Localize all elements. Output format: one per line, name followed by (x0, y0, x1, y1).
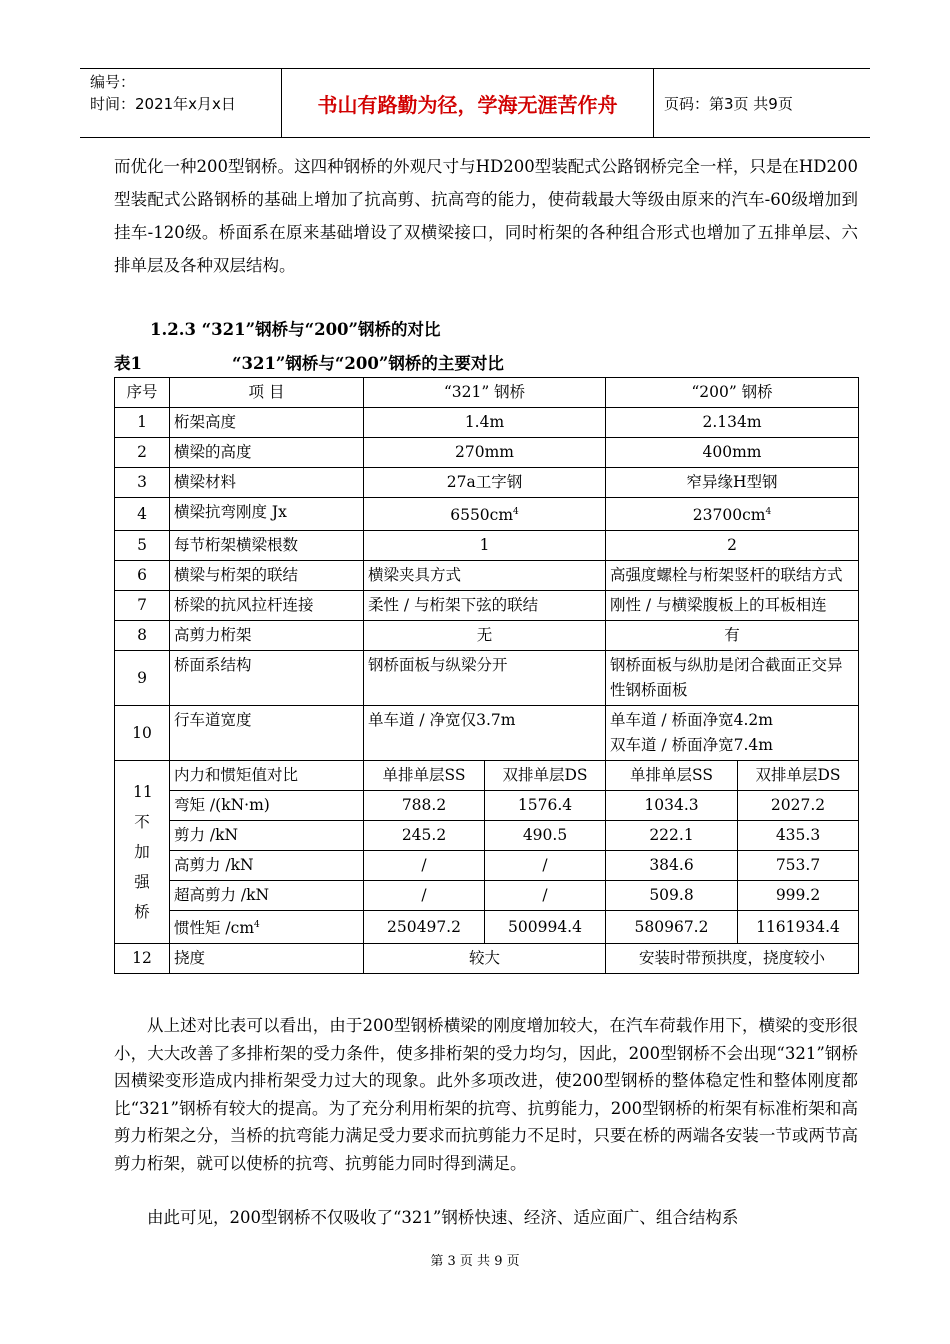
table-row (115, 438, 859, 468)
cell-value: / (485, 851, 606, 881)
row11-header-ss200: 单排单层SS (606, 761, 738, 791)
row-item: 弯矩 /(kN·m) (170, 791, 364, 821)
row11-header-ds321: 双排单层DS (485, 761, 606, 791)
value: 23700cm (692, 506, 766, 525)
row11-header-item: 内力和惯矩值对比 (170, 761, 364, 791)
superscript: 4 (765, 507, 772, 517)
row-item: 横梁材料 (170, 468, 364, 498)
cell-value: 1576.4 (485, 791, 606, 821)
row-item: 每节桁架横梁根数 (170, 531, 364, 561)
lane-double: 双车道 / 桥面净宽7.4m (610, 736, 773, 755)
superscript: 4 (513, 507, 519, 517)
value: 6550cm (450, 506, 514, 525)
table-row (115, 911, 859, 944)
table-row (115, 498, 859, 531)
row-item-text: 惯性矩 /cm (174, 919, 255, 938)
row-item: 行车道宽度 (170, 706, 364, 761)
cell-value: / (364, 851, 485, 881)
header-item: 项 目 (170, 378, 364, 408)
header-page: 页码：第3页 共9页 (664, 94, 793, 113)
cell-value: 245.2 (364, 821, 485, 851)
row-item: 超高剪力 /kN (170, 881, 364, 911)
cell-value: 384.6 (606, 851, 738, 881)
superscript: 4 (254, 920, 260, 931)
row-item: 横梁与桁架的联结 (170, 561, 364, 591)
row-200: 有 (606, 621, 859, 651)
row11-label (115, 761, 170, 944)
row-item (170, 911, 364, 944)
row11-header-ds200: 双排单层DS (738, 761, 859, 791)
header-meta (80, 69, 282, 137)
comparison-table (114, 377, 859, 974)
row-no: 12 (115, 944, 170, 974)
table-row (115, 821, 859, 851)
row-200 (606, 706, 859, 761)
row-321: 单车道 / 净宽仅3.7m (364, 706, 606, 761)
row11-char: 强 (134, 873, 150, 892)
page-header (80, 68, 870, 138)
cell-value: 788.2 (364, 791, 485, 821)
row11-no: 11 (133, 783, 153, 802)
row-item: 桥面系结构 (170, 651, 364, 706)
header-motto: 书山有路勤为径，学海无涯苦作舟 (282, 69, 654, 137)
row-321: 27a工字钢 (364, 468, 606, 498)
table-header-row (115, 378, 859, 408)
header-date: 时间：2021年x月x日 (90, 95, 236, 113)
row-200: 钢桥面板与纵肋是闭合截面正交异性钢桥面板 (606, 651, 859, 706)
row-321: 柔性 / 与桁架下弦的联结 (364, 591, 606, 621)
row-no: 7 (115, 591, 170, 621)
table-row (115, 531, 859, 561)
row-321: 270mm (364, 438, 606, 468)
row-no: 1 (115, 408, 170, 438)
cell-value: / (364, 881, 485, 911)
row-item: 高剪力 /kN (170, 851, 364, 881)
row-321: 横梁夹具方式 (364, 561, 606, 591)
table-caption-title: “321”钢桥与“200”钢桥的主要对比 (232, 354, 504, 373)
table-row (115, 651, 859, 706)
body-paragraph-2: 从上述对比表可以看出，由于200型钢桥横梁的刚度增加较大，在汽车荷载作用下，横梁的变形很小，大大改善了多排桁架的受力条件，使多排桁架的受力均匀，因此，200型钢桥不会出现“321”钢桥因横梁变形造成内排桁架受力过大的现象。此外多项改进，使200型钢桥的整体稳定性和整体刚度都比“321”钢桥有较大的提高。为了充分利用桁架的抗弯、抗剪能力，200型钢桥的桁架有标准桁架和高剪力桁架之分，当桥的抗弯能力满足受力要求而抗剪能力不足时，只要在桥的两端各安装一节或两节高剪力桁架，就可以使桥的抗弯、抗剪能力同时得到满足。 (114, 1016, 858, 1173)
row-no: 3 (115, 468, 170, 498)
lane-single: 单车道 / 桥面净宽4.2m (610, 711, 773, 730)
row-200: 400mm (606, 438, 859, 468)
row-item: 横梁抗弯刚度 Jx (170, 498, 364, 531)
row11-char: 不 (134, 813, 150, 832)
row-200: 2.134m (606, 408, 859, 438)
table-row (115, 706, 859, 761)
row-200: 窄异缘H型钢 (606, 468, 859, 498)
header-number: 编号： (90, 73, 136, 91)
row-321: 无 (364, 621, 606, 651)
row-321 (364, 498, 606, 531)
header-200: “200” 钢桥 (606, 378, 859, 408)
table-row (115, 851, 859, 881)
page-footer: 第 3 页 共 9 页 (430, 1254, 520, 1269)
row-321: 1.4m (364, 408, 606, 438)
row-no: 10 (115, 706, 170, 761)
table-row (115, 881, 859, 911)
table-row (115, 761, 859, 791)
row11-char: 加 (134, 843, 150, 862)
row-item: 剪力 /kN (170, 821, 364, 851)
row11-label-chars (133, 777, 151, 927)
cell-value: 435.3 (738, 821, 859, 851)
cell-value: / (485, 881, 606, 911)
row-200: 2 (606, 531, 859, 561)
row-item: 挠度 (170, 944, 364, 974)
row-321: 钢桥面板与纵梁分开 (364, 651, 606, 706)
cell-value: 580967.2 (606, 911, 738, 944)
intro-paragraph: 而优化一种200型钢桥。这四种钢桥的外观尺寸与HD200型装配式公路钢桥完全一样，只是在HD200型装配式公路钢桥的基础上增加了抗高剪、抗高弯的能力，使荷载最大等级由原来的汽车-60级增加到挂车-120级。桥面系在原来基础增设了双横梁接口，同时桁架的各种组合形式也增加了五排单层、六排单层及各种双层结构。 (114, 157, 858, 275)
cell-value: 509.8 (606, 881, 738, 911)
row-200 (606, 498, 859, 531)
table-caption (114, 350, 504, 374)
row-no: 9 (115, 651, 170, 706)
table-row (115, 408, 859, 438)
row-no: 4 (115, 498, 170, 531)
cell-value: 753.7 (738, 851, 859, 881)
body-paragraph-3: 由此可见，200型钢桥不仅吸收了“321”钢桥快速、经济、适应面广、组合结构系 (147, 1208, 739, 1227)
table-caption-label: 表1 (114, 354, 142, 373)
header-no: 序号 (115, 378, 170, 408)
table-row (115, 468, 859, 498)
row-item: 桁架高度 (170, 408, 364, 438)
row-item: 桥梁的抗风拉杆连接 (170, 591, 364, 621)
section-heading: 1.2.3 “321”钢桥与“200”钢桥的对比 (150, 320, 441, 339)
header-321: “321” 钢桥 (364, 378, 606, 408)
row-200: 高强度螺栓与桁架竖杆的联结方式 (606, 561, 859, 591)
row-321: 较大 (364, 944, 606, 974)
row-item: 横梁的高度 (170, 438, 364, 468)
table-row (115, 621, 859, 651)
cell-value: 999.2 (738, 881, 859, 911)
row-no: 6 (115, 561, 170, 591)
cell-value: 222.1 (606, 821, 738, 851)
row-no: 2 (115, 438, 170, 468)
cell-value: 1034.3 (606, 791, 738, 821)
table-row (115, 591, 859, 621)
cell-value: 500994.4 (485, 911, 606, 944)
table-row (115, 944, 859, 974)
row11-header-ss321: 单排单层SS (364, 761, 485, 791)
cell-value: 250497.2 (364, 911, 485, 944)
table-row (115, 561, 859, 591)
cell-value: 490.5 (485, 821, 606, 851)
row-200: 刚性 / 与横梁腹板上的耳板相连 (606, 591, 859, 621)
row11-char: 桥 (134, 903, 150, 922)
row-no: 8 (115, 621, 170, 651)
row-no: 5 (115, 531, 170, 561)
row-321: 1 (364, 531, 606, 561)
row-200: 安装时带预拱度，挠度较小 (606, 944, 859, 974)
cell-value: 1161934.4 (738, 911, 859, 944)
table-row (115, 791, 859, 821)
row-item: 高剪力桁架 (170, 621, 364, 651)
cell-value: 2027.2 (738, 791, 859, 821)
